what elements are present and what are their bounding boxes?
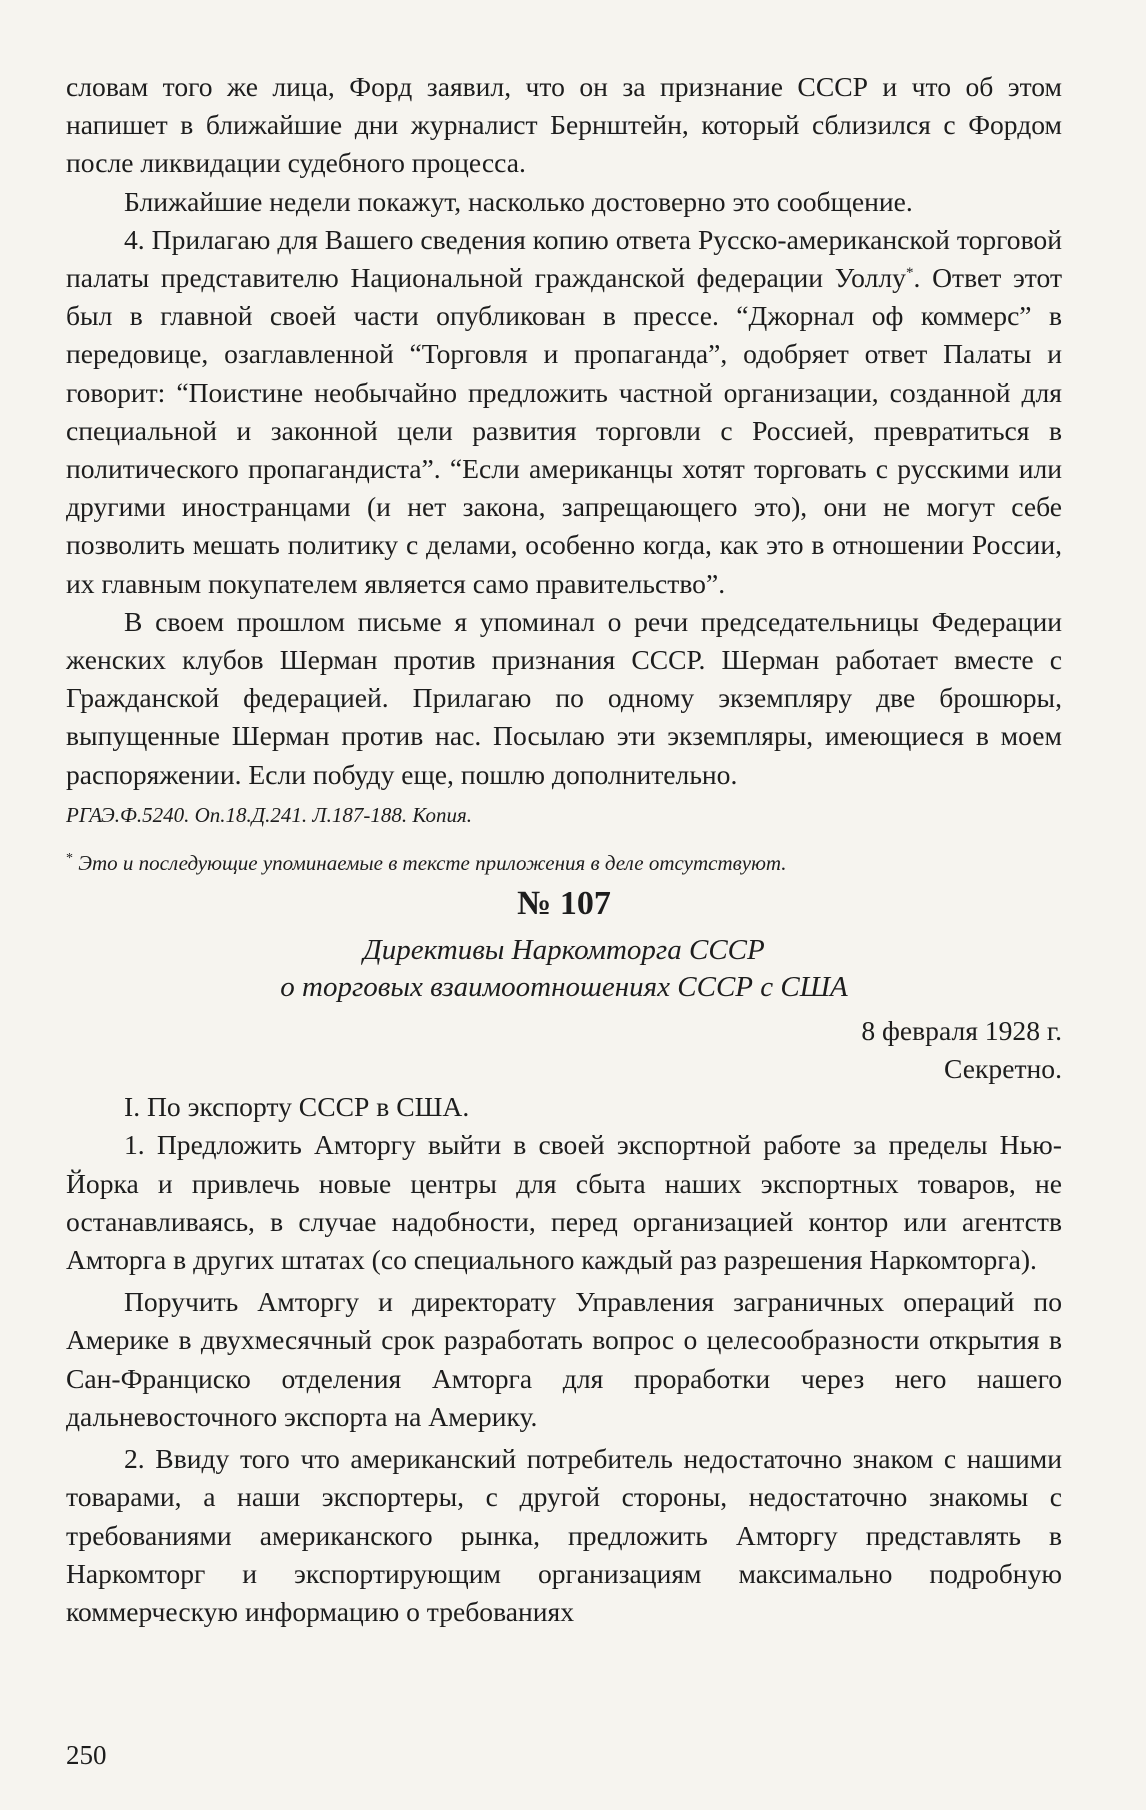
document-title-line-2: о торговых взаимоотношениях СССР с США [280,970,848,1003]
footnote-reference: * [905,264,914,281]
paragraph-point-2: 2. Ввиду того что американский потребитель недостаточно знаком с нашими товарами, а наши экспортеры, с другой стороны, недостаточно знакомы с требованиями американского рынка, предложить Амторгу представлять в Наркомторг и экспортирующим организациям максимально подробную коммерческую информацию о требованиях [66,1443,1062,1627]
paragraph-point-4-start: 4. Прилагаю для Вашего сведения копию ответа Русско-американской торговой палаты представителю Национальной гражданской федерации Уоллу [66,223,1062,294]
archive-source: РГАЭ.Ф.5240. Оп.18.Д.241. Л.187-188. Копия. [66,802,473,827]
section-heading-export: I. По экспорту СССР в США. [124,1091,470,1123]
paragraph-point-4 [66,221,1062,603]
document-number: № 107 [517,884,611,922]
footnote [66,844,1062,878]
footnote-text: Это и последующие упоминаемые в тексте приложения в деле отсутствуют. [78,850,787,875]
footnote-mark: * [66,850,73,866]
document-classification: Секретно. [944,1053,1062,1085]
paragraph-point-1: 1. Предложить Амторгу выйти в своей экспортной работе за пределы Нью-Йорка и привлечь новые центры для сбыта наших экспортных товаров, не останавливаясь, в случае надобности, перед организацией контор или агентств Амторга в других штатах (со специального каждый раз разрешения Наркомторга). [66,1129,1062,1276]
paragraph-san-francisco: Поручить Амторгу и директорату Управления заграничных операций по Америке в двухмесячный срок разработать вопрос о целесообразности открытия в Сан-Франциско отделения Амторга для проработки через него нашего дальневосточного экспорта на Америку. [66,1286,1062,1432]
paragraph-continuation: словам того же лица, Форд заявил, что он за признание СССР и что об этом напишет в ближайшие дни журналист Бернштейн, который сблизился с Фордом после ликвидации судебного процесса. [66,71,1062,179]
document-date: 8 февраля 1928 г. [861,1014,1062,1046]
paragraph-sherman: В своем прошлом письме я упоминал о речи председательницы Федерации женских клубов Шерман против признания СССР. Шерман работает вместе с Гражданской федерацией. Прилагаю по одному экземпляру две брошюры, выпущенные Шерман против нас. Посылаю эти экземпляры, имеющиеся в моем распоряжении. Если побуду еще, пошлю дополнительно. [66,605,1062,790]
document-title-line-1: Директивы Наркомторга СССР [363,933,765,966]
paragraph-weeks: Ближайшие недели покажут, насколько достоверно это сообщение. [124,185,913,217]
page-number: 250 [66,1740,107,1770]
paragraph-point-4-rest: . Ответ этот был в главной своей части опубликован в прессе. “Джорнал оф коммерс” в передовице, озаглавленной “Торговля и пропаганда”, одобряет ответ Палаты и говорит: “Поистине необычайно предложить частной организации, созданной для специальной и законной цели развития торговли с Россией, превратиться в политического пропагандиста”. “Если американцы хотят торговать с русскими или другими иностранцами (и нет закона, запрещающего это), они не могут себе позволить мешать политику с делами, особенно когда, как это в отношении России, их главным покупателем является само правительство”. [66,262,1062,599]
